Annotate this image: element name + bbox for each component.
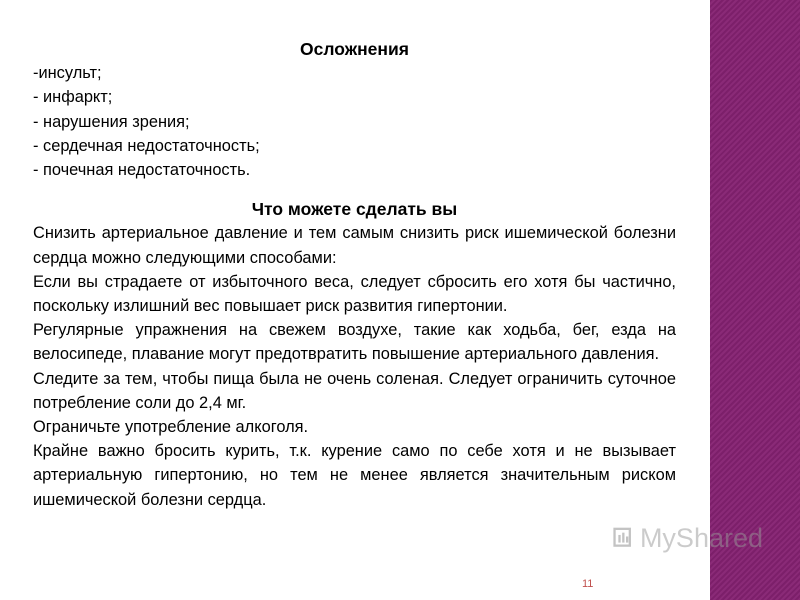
actions-paragraph: Если вы страдаете от избыточного веса, следует сбросить его хотя бы частично, поскольку излишний вес повышает риск развития гипертонии. [33,272,676,316]
actions-paragraph: Снизить артериальное давление и тем самым снизить риск ишемической болезни сердца можно следующими способами: [33,224,676,267]
watermark-text: MyShared [639,522,763,553]
page-number: 11 [582,578,594,590]
list-item: - почечная недостаточность. [33,161,251,180]
list-item: -инсульт; [33,64,102,83]
actions-paragraph: Крайне важно бросить курить, т.к. курение само по себе хотя и не вызывает артериальную гипертонию, но тем не менее является значительным риском ишемической болезни сердца. [33,442,676,509]
actions-heading: Что можете сделать вы [251,199,458,220]
complications-list [33,61,676,182]
slide-content [33,37,676,512]
complications-heading: Осложнения [300,39,409,59]
actions-paragraph: Регулярные упражнения на свежем воздухе, такие как ходьба, бег, езда на велосипеде, плавание могут предотвратить повышение артериального давления. [33,321,676,364]
actions-paragraph: Следите за тем, чтобы пища была не очень соленая. Следует ограничить суточное потребление соли до 2,4 мг. [33,369,676,412]
list-item: - сердечная недостаточность; [33,136,260,155]
list-item: - инфаркт; [33,88,113,107]
watermark [613,518,763,558]
actions-paragraph: Ограничьте употребление алкоголя. [33,418,309,437]
decorative-side-band [710,0,800,600]
watermark-logo-icon [613,522,636,554]
section-gap [33,182,676,197]
list-item: - нарушения зрения; [33,112,190,131]
